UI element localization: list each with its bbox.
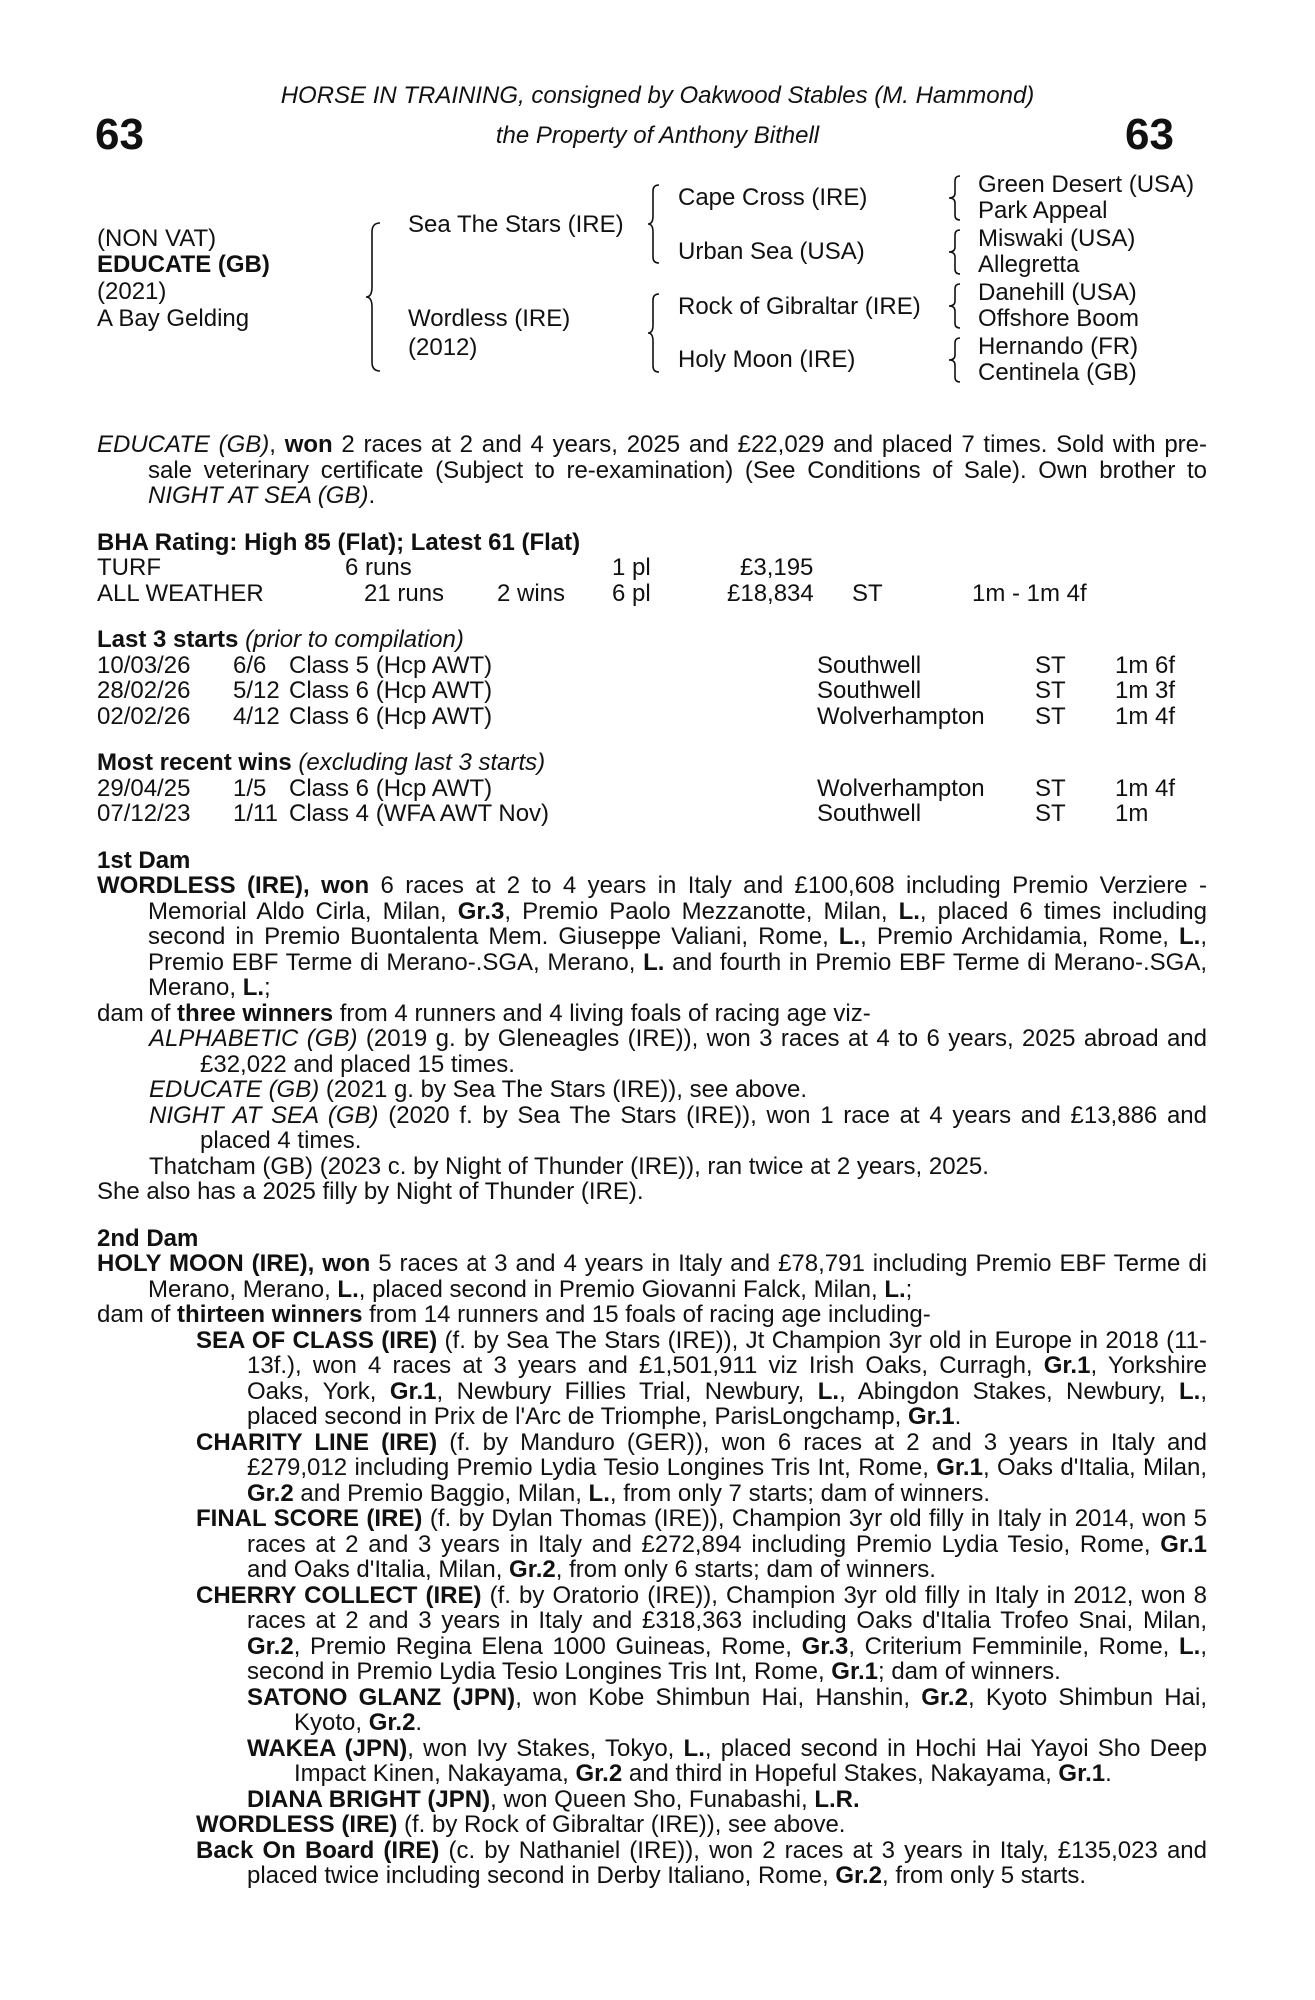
first-dam-foal-note: She also has a 2025 filly by Night of Thunder (IRE). bbox=[97, 1178, 644, 1205]
g-bracket-1 bbox=[948, 174, 964, 222]
last-start-course: Southwell bbox=[817, 677, 922, 704]
g-bracket-4 bbox=[948, 336, 964, 384]
recent-win-dist: 1m bbox=[1115, 800, 1149, 827]
catalogue-body bbox=[97, 432, 1207, 1889]
bha-rating-title: BHA Rating: High 85 (Flat); Latest 61 (Flat) bbox=[97, 528, 581, 556]
recent-win-race: Class 4 (WFA AWT Nov) bbox=[289, 800, 550, 827]
last-start-date: 28/02/26 bbox=[97, 677, 191, 704]
produce-sea-of-class: SEA OF CLASS (IRE) (f. by Sea The Stars (IRE)), Jt Champion 3yr old in Europe in 2018 (11-13f.), won 4 races at 3 years and £1,501,911 viz Irish Oaks, Curragh, Gr.1, Yorkshire Oaks, York, Gr.1, Newbury Fillies Trial, Newbury, L., Abingdon Stakes, Newbury, L., placed second in Prix de l'Arc de Triomphe, ParisLongchamp, Gr.1. bbox=[196, 1326, 1207, 1430]
last-start-surface: ST bbox=[1035, 677, 1066, 704]
first-dam-produce-summary: dam of three winners from 4 runners and 4 living foals of racing age viz- bbox=[97, 999, 871, 1027]
first-dam-record: WORDLESS (IRE), won 6 races at 2 to 4 years in Italy and £100,608 including Premio Verziere - Memorial Aldo Cirla, Milan, Gr.3, Premio Paolo Mezzanotte, Milan, L., placed 6 times including second in Premio Buontalenta Mem. Giuseppe Valiani, Rome, L., Premio Archidamia, Rome, L., Premio EBF Terme di Merano-.SGA, Merano, L. and fourth in Premio EBF Terme di Merano-.SGA, Merano, L.; bbox=[97, 872, 1208, 1001]
dam-year: (2012) bbox=[408, 334, 478, 361]
grand-ancestor-4: Allegretta bbox=[978, 251, 1080, 278]
summary-paragraph: EDUCATE (GB), won 2 races at 2 and 4 years, 2025 and £22,029 and placed 7 times. Sold with pre-sale veterinary certificate (Subject to re-examination) (See Conditions of Sale). Own brother to NIGHT AT SEA (GB). bbox=[97, 431, 1207, 509]
second-dam-section bbox=[97, 1226, 1207, 1889]
last-start-row bbox=[97, 678, 1207, 704]
recent-win-date: 29/04/25 bbox=[97, 774, 191, 802]
recent-win-race: Class 6 (Hcp AWT) bbox=[289, 774, 493, 802]
last-start-pos: 5/12 bbox=[233, 677, 280, 704]
second-dam-record: HOLY MOON (IRE), won 5 races at 3 and 4 years in Italy and £78,791 including Premio EBF Terme di Merano, Merano, L., placed second in Premio Giovanni Falck, Milan, L.; bbox=[97, 1250, 1208, 1303]
produce-educate: EDUCATE (GB) (2021 g. by Sea The Stars (IRE)), see above. bbox=[149, 1076, 808, 1103]
recent-win-dist: 1m 4f bbox=[1115, 774, 1176, 802]
last-3-title: Last 3 starts bbox=[97, 626, 239, 653]
recent-wins-title: Most recent wins bbox=[97, 749, 292, 776]
sire: Sea The Stars (IRE) bbox=[408, 211, 624, 238]
all-weather-record: ALL WEATHER 21 runs 2 wins 6 pl £18,834 ST 1m - 1m 4f bbox=[97, 579, 1087, 607]
lot-number-left: 63 bbox=[95, 110, 144, 159]
produce-night-at-sea: NIGHT AT SEA (GB) (2020 f. by Sea The Stars (IRE)), won 1 race at 4 years and £13,886 and placed 4 times. bbox=[149, 1101, 1208, 1154]
grand-ancestor-7: Hernando (FR) bbox=[978, 333, 1139, 360]
grand-ancestor-1: Green Desert (USA) bbox=[978, 171, 1195, 198]
recent-win-pos: 1/11 bbox=[233, 800, 278, 827]
dam-dam: Holy Moon (IRE) bbox=[678, 346, 856, 373]
recent-win-surface: ST bbox=[1035, 774, 1066, 802]
turf-record: TURF 6 runs 1 pl £3,195 bbox=[97, 554, 814, 581]
recent-win-date: 07/12/23 bbox=[97, 800, 191, 827]
last-start-course: Southwell bbox=[817, 651, 922, 679]
horse-description: A Bay Gelding bbox=[97, 305, 250, 332]
last-start-race: Class 6 (Hcp AWT) bbox=[289, 702, 493, 730]
recent-wins-table bbox=[97, 776, 1207, 827]
first-dam-section bbox=[97, 848, 1207, 1205]
summary-horse-name: EDUCATE (GB) bbox=[97, 431, 270, 458]
sire-sire: Cape Cross (IRE) bbox=[678, 184, 868, 211]
grand-ancestor-5: Danehill (USA) bbox=[978, 279, 1137, 306]
recent-win-course: Southwell bbox=[817, 800, 922, 827]
sire-dam: Urban Sea (USA) bbox=[678, 238, 865, 265]
own-brother: NIGHT AT SEA (GB) bbox=[148, 482, 369, 509]
produce-back-on-board: Back On Board (IRE) (c. by Nathaniel (IRE)), won 2 races at 3 years in Italy, £135,023 and placed twice including second in Derby Italiano, Rome, Gr.2, from only 5 starts. bbox=[196, 1836, 1207, 1889]
second-dam-produce-summary: dam of thirteen winners from 14 runners and 15 foals of racing age including- bbox=[97, 1301, 931, 1328]
produce-alphabetic: ALPHABETIC (GB) (2019 g. by Gleneagles (IRE)), won 3 races at 4 to 6 years, 2025 abroad and £32,022 and placed 15 times. bbox=[149, 1025, 1208, 1078]
grand-ancestor-6: Offshore Boom bbox=[978, 305, 1139, 332]
recent-wins-section: Most recent wins (excluding last 3 starts) 29/04/25 1/5 Class 6 (Hcp AWT) Wolverhampton ST 1m 4f 07/12/23 1/11 Class 4 (WFA AWT Nov) Southwell ST 1m bbox=[97, 750, 1207, 827]
sire-bracket bbox=[648, 184, 664, 264]
last-3-table bbox=[97, 653, 1207, 730]
grand-ancestor-2: Park Appeal bbox=[978, 197, 1108, 224]
last-start-dist: 1m 4f bbox=[1115, 702, 1176, 730]
grand-ancestor-8: Centinela (GB) bbox=[978, 359, 1137, 386]
g-bracket-2 bbox=[948, 228, 964, 276]
lot-number-right: 63 bbox=[1125, 110, 1174, 159]
grand-ancestor-3: Miswaki (USA) bbox=[978, 225, 1136, 252]
last-start-surface: ST bbox=[1035, 702, 1066, 730]
produce-wakea: WAKEA (JPN), won Ivy Stakes, Tokyo, L., placed second in Hochi Hai Yayoi Sho Deep Impact Kinen, Nakayama, Gr.2 and third in Hopeful Stakes, Nakayama, Gr.1. bbox=[247, 1734, 1208, 1787]
recent-win-course: Wolverhampton bbox=[817, 774, 985, 802]
horse-year: (2021) bbox=[97, 278, 167, 305]
dam: Wordless (IRE) bbox=[408, 305, 571, 332]
produce-thatcham: Thatcham (GB) (2023 c. by Night of Thunder (IRE)), ran twice at 2 years, 2025. bbox=[149, 1152, 989, 1180]
produce-wordless: WORDLESS (IRE) (f. by Rock of Gibraltar (IRE)), see above. bbox=[196, 1811, 846, 1838]
dam-sire: Rock of Gibraltar (IRE) bbox=[678, 293, 921, 320]
last-start-dist: 1m 3f bbox=[1115, 677, 1176, 704]
last-start-course: Wolverhampton bbox=[817, 702, 985, 730]
produce-satono-glanz: SATONO GLANZ (JPN), won Kobe Shimbun Hai, Hanshin, Gr.2, Kyoto Shimbun Hai, Kyoto, Gr.2. bbox=[247, 1683, 1207, 1736]
last-start-race: Class 5 (Hcp AWT) bbox=[289, 651, 493, 679]
produce-diana-bright: DIANA BRIGHT (JPN), won Queen Sho, Funabashi, L.R. bbox=[247, 1785, 860, 1813]
last-start-dist: 1m 6f bbox=[1115, 651, 1176, 679]
last-start-date: 10/03/26 bbox=[97, 651, 191, 679]
last-start-surface: ST bbox=[1035, 651, 1066, 679]
dam-bracket bbox=[648, 293, 664, 373]
produce-cherry-collect: CHERRY COLLECT (IRE) (f. by Oratorio (IRE)), Champion 3yr old filly in Italy in 2012, won 8 races at 2 and 3 years in Italy and £318,363 including Oaks d'Italia Trofeo Snai, Milan, Gr.2, Premio Regina Elena 1000 Guineas, Rome, Gr.3, Criterium Femminile, Rome, L., second in Premio Lydia Tesio Longines Tris Int, Rome, Gr.1; dam of winners. bbox=[196, 1581, 1208, 1685]
recent-win-pos: 1/5 bbox=[233, 774, 267, 802]
pedigree-bracket-main bbox=[368, 222, 388, 372]
second-dam-heading: 2nd Dam bbox=[97, 1224, 199, 1252]
consignor-line: HORSE IN TRAINING, consigned by Oakwood Stables (M. Hammond) bbox=[280, 82, 1035, 109]
last-start-date: 02/02/26 bbox=[97, 702, 191, 730]
last-start-pos: 6/6 bbox=[233, 651, 267, 679]
recent-win-row bbox=[97, 801, 1207, 827]
first-dam-heading: 1st Dam bbox=[97, 846, 191, 874]
last-start-row bbox=[97, 653, 1207, 679]
vat-status: (NON VAT) bbox=[97, 225, 217, 252]
last-start-race: Class 6 (Hcp AWT) bbox=[289, 677, 493, 704]
horse-name: EDUCATE (GB) bbox=[97, 251, 270, 278]
recent-win-surface: ST bbox=[1035, 800, 1066, 827]
property-line: the Property of Anthony Bithell bbox=[495, 122, 820, 149]
recent-win-row bbox=[97, 776, 1207, 802]
last-start-pos: 4/12 bbox=[233, 702, 280, 730]
bha-rating-section bbox=[97, 530, 1207, 607]
produce-final-score: FINAL SCORE (IRE) (f. by Dylan Thomas (IRE)), Champion 3yr old filly in Italy in 2014, won 5 races at 2 and 3 years in Italy and £272,894 including Premio Lydia Tesio, Rome, Gr.1 and Oaks d'Italia, Milan, Gr.2, from only 6 starts; dam of winners. bbox=[196, 1505, 1207, 1583]
produce-charity-line: CHARITY LINE (IRE) (f. by Manduro (GER)), won 6 races at 2 and 3 years in Italy and £279,012 including Premio Lydia Tesio Longines Tris Int, Rome, Gr.1, Oaks d'Italia, Milan, Gr.2 and Premio Baggio, Milan, L., from only 7 starts; dam of winners. bbox=[196, 1428, 1208, 1507]
g-bracket-3 bbox=[948, 282, 964, 330]
last-start-row bbox=[97, 704, 1207, 730]
last-3-starts-section: Last 3 starts (prior to compilation) 10/03/26 6/6 Class 5 (Hcp AWT) Southwell ST 1m 6f 28/02/26 5/12 Class 6 (Hcp AWT) Southwell ST 1m 3f 02/02/26 4/12 Class 6 (Hcp AWT) Wolverhampton ST 1m 4f bbox=[97, 627, 1207, 729]
